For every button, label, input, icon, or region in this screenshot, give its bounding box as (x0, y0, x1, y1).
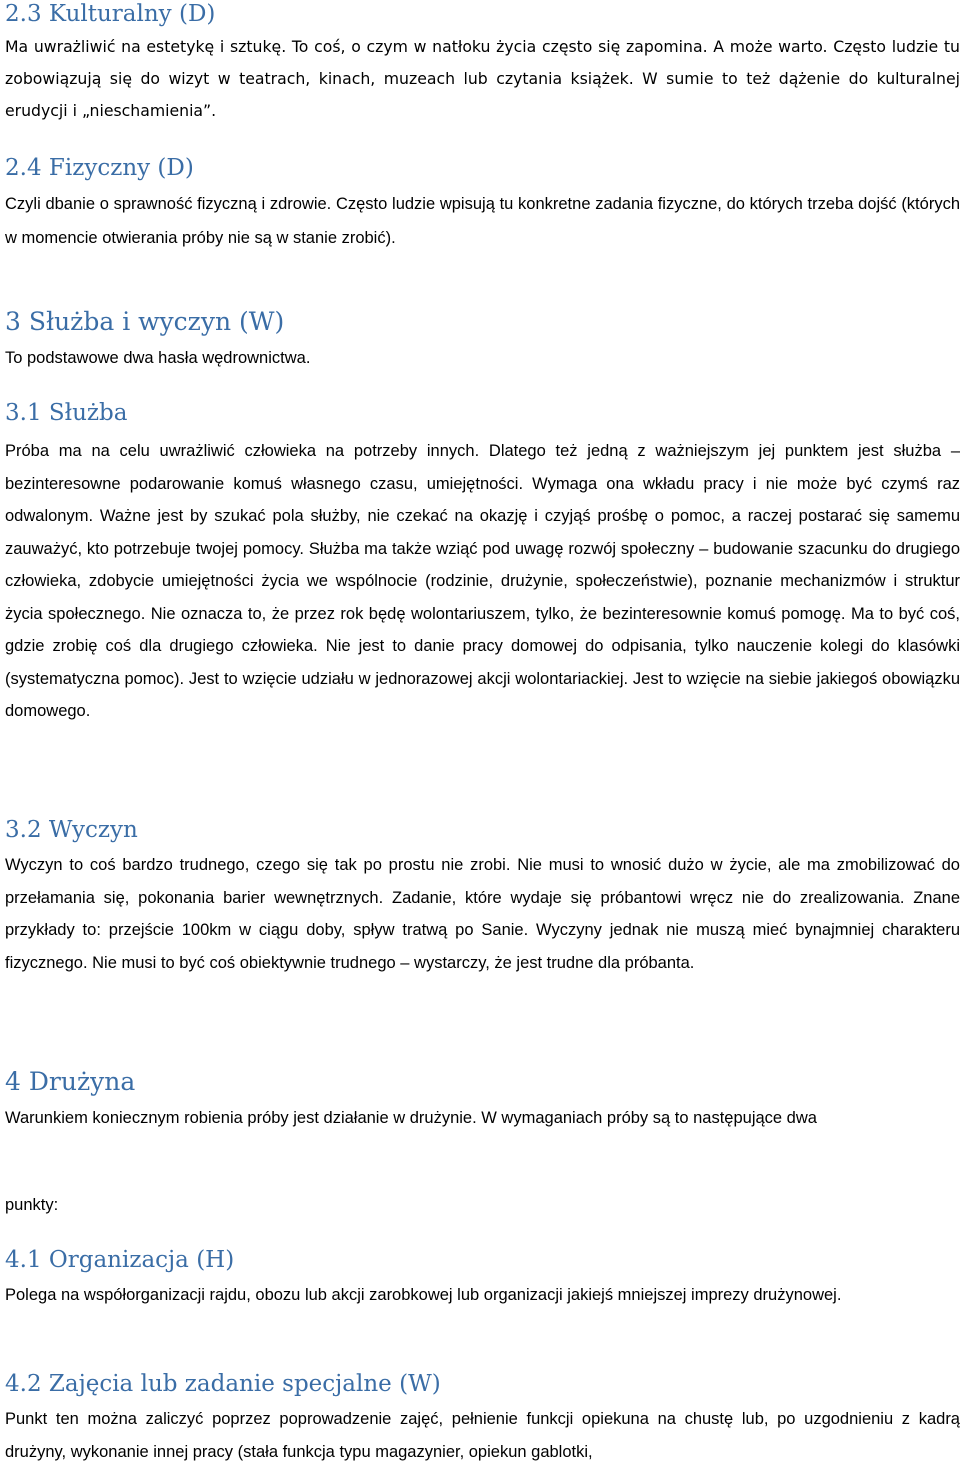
paragraph-4-1: Polega na współorganizacji rajdu, obozu lub akcji zarobkowej lub organizacji jakiejś mniejszej imprezy drużynowej. (5, 1286, 842, 1304)
paragraph-2-3: Ma uwrażliwić na estetykę i sztukę. To coś, o czym w natłoku życia często się zapomina. A może warto. Często ludzie tu zobowiązują się do wizyt w teatrach, kinach, muzeach lub czytania książek. W sumie to też dążenie do kulturalnej erudycji i „nieschamienia”. (5, 37, 960, 120)
paragraph-3-2: Wyczyn to coś bardzo trudnego, czego się tak po prostu nie zrobi. Nie musi to wnosić dużo w życie, ale ma zmobilizować do przełamania się, pokonania barier wewnętrznych. Zadanie, które wydaje się próbantowi wręcz nie do zrealizowania. Znane przykłady to: przejście 100km w ciągu doby, spływ tratwą po Sanie. Wyczyny jednak nie muszą mieć bynajmniej charakteru fizycznego. Nie musi to być coś obiektywnie trudnego – wystarczy, że jest trudne dla próbanta. (5, 856, 960, 972)
heading-4: 4 Drużyna (5, 1067, 136, 1096)
paragraph-3: To podstawowe dwa hasła wędrownictwa. (5, 349, 311, 367)
paragraph-2-4: Czyli dbanie o sprawność fizyczną i zdrowie. Często ludzie wpisują tu konkretne zadania fizyczne, do których trzeba dojść (których w momencie otwierania próby nie są w stanie zrobić). (5, 195, 960, 247)
heading-3-2: 3.2 Wyczyn (5, 817, 138, 843)
heading-2-4: 2.4 Fizyczny (D) (5, 155, 194, 181)
paragraph-3-1: Próba ma na celu uwrażliwić człowieka na potrzeby innych. Dlatego też jedną z ważniejszym jej punktem jest służba – bezinteresowne podarowanie komuś własnego czasu, umiejętności. Wymaga ona wkładu pracy i nie może być czymś raz odwalonym. Ważne jest by szukać pola służby, nie czekać na okazję i czyjąś prośbę o pomoc, a raczej postarać się samemu zauważyć, kto potrzebuje twojej pomocy. Służba ma także wziąć pod uwagę rozwój społeczny – budowanie szacunku do drugiego człowieka, zdobycie umiejętności życia we wspólnocie (rodzinie, drużynie, społeczeństwie), poznanie mechanizmów i struktur życia społecznego. Nie oznacza to, że przez rok będę wolontariuszem, tylko, że bezinteresownie komuś pomogę. Ma to być coś, gdzie zrobię coś dla drugiego człowieka. Nie jest to danie pracy domowej do odpisania, tylko nauczenie kolegi do klasówki (systematyczna pomoc). Jest to wzięcie udziału w jednorazowej akcji wolontariackiej. Jest to wzięcie na siebie jakiegoś obowiązku domowego. (5, 442, 960, 720)
paragraph-4-2: Punkt ten można zaliczyć poprzez poprowadzenie zajęć, pełnienie funkcji opiekuna na chustę lub, po uzgodnieniu z kadrą drużyny, wykonanie innej pracy (stała funkcja typu magazynier, opiekun gablotki, (5, 1410, 960, 1461)
heading-4-2: 4.2 Zajęcia lub zadanie specjalne (W) (5, 1371, 441, 1397)
heading-4-1: 4.1 Organizacja (H) (5, 1247, 235, 1273)
heading-2-3: 2.3 Kulturalny (D) (5, 1, 216, 27)
heading-3-1: 3.1 Służba (5, 400, 128, 426)
paragraph-4: Warunkiem koniecznym robienia próby jest działanie w drużynie. W wymaganiach próby są to następujące dwa (5, 1109, 817, 1127)
paragraph-4-continued: punkty: (5, 1196, 59, 1214)
heading-3: 3 Służba i wyczyn (W) (5, 307, 285, 336)
